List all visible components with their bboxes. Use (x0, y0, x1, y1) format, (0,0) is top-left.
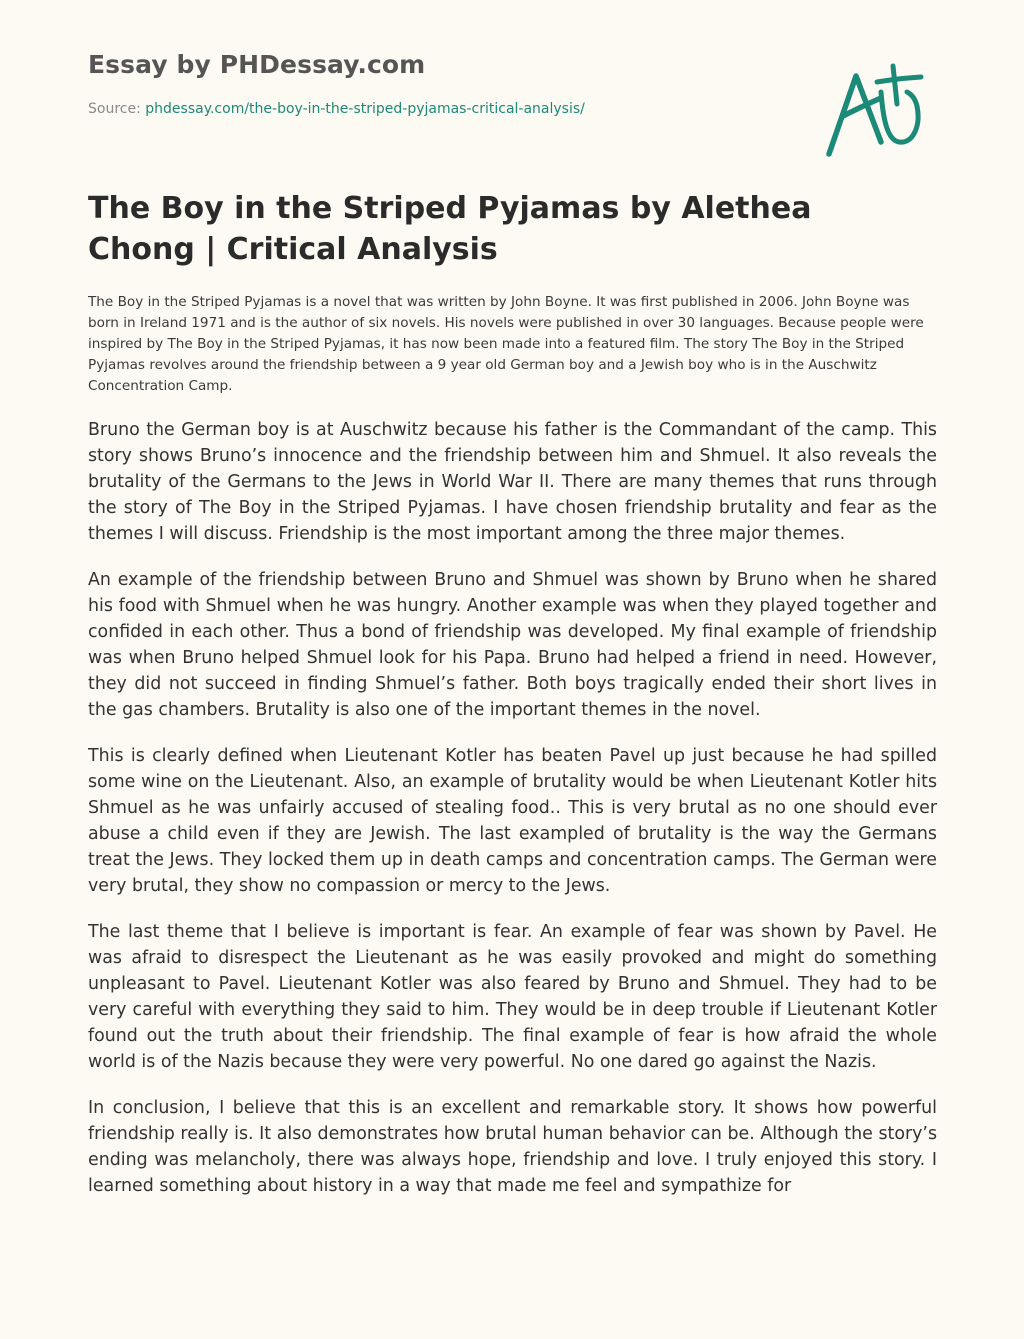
a-plus-logo (823, 62, 933, 162)
essay-paragraph: The last theme that I believe is important is fear. An example of fear was shown by Pavel. He was afraid to disrespect the Lieutenant as he was easily provoked and might do something unpleasant to Pavel. Lieutenant Kotler was also feared by Bruno and Shmuel. They had to be very careful with everything they said to him. They would be in deep trouble if Lieutenant Kotler found out the truth about their friendship. The final example of fear is how afraid the whole world is of the Nazis because they were very powerful. No one dared go against the Nazis. (88, 922, 937, 1072)
source-link[interactable]: phdessay.com/the-boy-in-the-striped-pyjamas-critical-analysis/ (145, 101, 585, 117)
essay-paragraph: In conclusion, I believe that this is an excellent and remarkable story. It shows how powerful friendship really is. It also demonstrates how brutal human behavior can be. Although the story’s ending was melancholy, there was always hope, friendship and love. I truly enjoyed this story. I learned something about history in a way that made me feel and sympathize for (88, 1098, 937, 1196)
essay-body (88, 417, 937, 1219)
essay-title: The Boy in the Striped Pyjamas by Alethea Chong | Critical Analysis (88, 191, 812, 267)
essay-paragraph: An example of the friendship between Bruno and Shmuel was shown by Bruno when he shared his food with Shmuel when he was hungry. Another example was when they played together and confided in each other. Thus a bond of friendship was developed. My final example of friendship was when Bruno helped Shmuel look for his Papa. Bruno had helped a friend in need. However, they did not succeed in finding Shmuel’s father. Both boys tragically ended their short lives in the gas chambers. Brutality is also one of the important themes in the novel. (88, 570, 937, 720)
site-brand[interactable]: Essay by PHDessay.com (88, 50, 426, 79)
essay-paragraph: Bruno the German boy is at Auschwitz because his father is the Commandant of the camp. This story shows Bruno’s innocence and the friendship between him and Shmuel. It also reveals the brutality of the Germans to the Jews in World War II. There are many themes that runs through the story of The Boy in the Striped Pyjamas. I have chosen friendship brutality and fear as the themes I will discuss. Friendship is the most important among the three major themes. (88, 420, 937, 544)
essay-intro: The Boy in the Striped Pyjamas is a novel that was written by John Boyne. It was first published in 2006. John Boyne was born in Ireland 1971 and is the author of six novels. His novels were published in over 30 languages. Because people were inspired by The Boy in the Striped Pyjamas, it has now been made into a featured film. The story The Boy in the Striped Pyjamas revolves around the friendship between a 9 year old German boy and a Jewish boy who is in the Auschwitz Concentration Camp. (88, 294, 924, 394)
source-label: Source: (88, 101, 141, 117)
essay-page (88, 0, 937, 1290)
source-line (88, 101, 585, 117)
essay-paragraph: This is clearly defined when Lieutenant Kotler has beaten Pavel up just because he had spilled some wine on the Lieutenant. Also, an example of brutality would be when Lieutenant Kotler hits Shmuel as he was unfairly accused of stealing food.. This is very brutal as no one should ever abuse a child even if they are Jewish. The last exampled of brutality is the way the Germans treat the Jews. They locked them up in death camps and concentration camps. The German were very brutal, they show no compassion or mercy to the Jews. (88, 746, 937, 896)
